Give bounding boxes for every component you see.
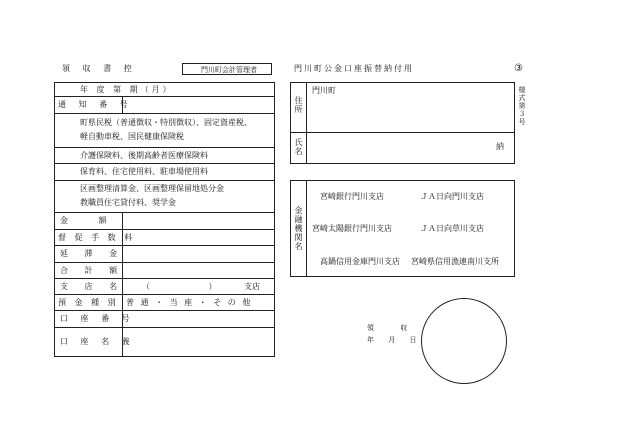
agency-box bbox=[182, 63, 272, 75]
agency-label: 門川町会計管理者 bbox=[201, 66, 257, 74]
account-number-label: 口 座 番 号 bbox=[60, 314, 135, 323]
institutions-label: 金融機関名 bbox=[294, 206, 303, 251]
tax-list-line-5: 区画整理清算金、区画整理保留地処分金 bbox=[80, 184, 224, 193]
receipt-stamp-circle bbox=[421, 298, 507, 384]
name-suffix: 納 bbox=[496, 142, 504, 151]
account-name-label: 口 座 名 義 bbox=[60, 337, 135, 346]
year-period-row: 年 度 第 期（月） bbox=[80, 85, 174, 94]
bank-1-2: ＪＡ日向門川支店 bbox=[420, 192, 484, 201]
address-label: 住所 bbox=[294, 96, 303, 114]
tax-list-line-2: 軽自動車税、国民健康保険税 bbox=[80, 132, 184, 141]
bank-2-2: ＪＡ日向草川支店 bbox=[420, 224, 484, 233]
bank-1-1: 宮崎銀行門川支店 bbox=[320, 192, 384, 201]
receipt-date-label: 年 月 日 bbox=[367, 336, 423, 344]
address-value: 門川町 bbox=[312, 86, 336, 95]
deposit-type-options: 普 通 ・ 当 座 ・ そ の 他 bbox=[126, 298, 253, 307]
tax-list-line-3: 介護保険料、後期高齢者医療保険料 bbox=[80, 151, 208, 160]
receipt-stamp-label: 領 収 bbox=[367, 324, 420, 332]
tax-list-line-6: 教職員住宅貸付料、奨学金 bbox=[80, 198, 176, 207]
branch-name-paren: （ ） bbox=[142, 282, 245, 291]
circle-number: ③ bbox=[514, 63, 523, 74]
form-title: 門川町公金口座振替納付用 bbox=[294, 64, 414, 73]
branch-suffix: 支店 bbox=[244, 282, 260, 291]
name-label: 氏名 bbox=[294, 138, 303, 156]
deposit-type-label: 預 金 種 別 bbox=[58, 298, 119, 307]
tax-list-line-1: 町県民税（普通徴収・特別徴収）、固定資産税、 bbox=[80, 118, 252, 127]
reminder-fee-label: 督 促 手 数 料 bbox=[58, 233, 136, 242]
bank-2-1: 宮崎太陽銀行門川支店 bbox=[312, 224, 392, 233]
form-number: 様式第３号 bbox=[518, 86, 526, 126]
late-fee-label: 延 滞 金 bbox=[60, 249, 125, 258]
branch-name-label: 支 店 名 bbox=[60, 282, 125, 291]
notice-number-label: 通 知 番 号 bbox=[58, 100, 133, 109]
receipt-copy-title: 領 収 書 控 bbox=[62, 64, 137, 73]
bank-3-2: 宮崎県信用漁連南川支所 bbox=[411, 257, 499, 266]
tax-list-line-4: 保育料、住宅使用料、駐車場使用料 bbox=[80, 167, 208, 176]
total-label: 合 計 額 bbox=[60, 266, 125, 275]
amount-label: 金 額 bbox=[60, 216, 121, 225]
bank-3-1: 高鍋信用金庫門川支店 bbox=[320, 257, 400, 266]
